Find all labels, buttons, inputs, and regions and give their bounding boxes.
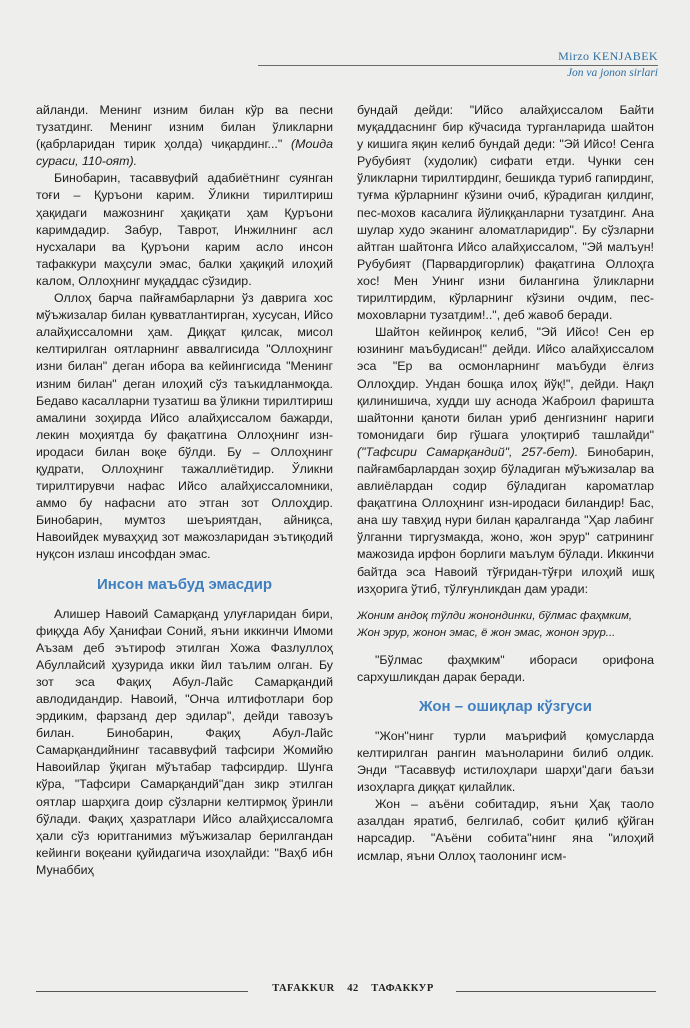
footer-rule-left [36,991,248,992]
footer-title-latin: TAFAKKUR [272,983,335,994]
left-paragraph-1-text: айланди. Менинг изним билан кўр ва песни тузатдинг. Менинг изним билан ўликларни (қабрларидан тирик ҳолда) чиқардинг..." [36,103,333,152]
right-column [357,102,654,865]
footer-title-cyrillic: ТАФАККУР [371,983,434,994]
left-column [36,102,333,879]
header-author: Mirzo KENJABEK [558,49,658,63]
header-rule [258,65,658,66]
left-paragraph-1-reference: (Моида сураси, 110-оят). [36,137,333,169]
left-paragraph-4: Алишер Навоий Самарқанд улуғларидан бири, фиқҳда Абу Ҳанифаи Соний, яъни иккинчи Имоми Аъзам деб эътироф этилган Хожа Фазлуллоҳ Абуллайсий ҳузурида икки йил таълим олган. Бу зот эса Фақиҳ Абул-Лайс Самарқандий авлодидандир. Навоий, "Онча илтифотлари бор эрдиким, фарзанд дер эдилар", дейди тавозуъ билан. Бинобарин, Фақиҳ Абул-Лайс Самарқандийнинг тасаввуфий тафсири Жомийю Навоийлар ўқиган мўътабар тафсирдир. Шунга кўра, "Тафсири Самарқандий"дан зикр этилган оятлар шарҳига доир сўзларни келтирмоқ ўринли бўлади. Фақиҳ ҳазратлари Ийсо алайҳиссаломга ҳали сўз юритганимиз мўъжизалар берилгандан кейинги воқеани қуйидагича изоҳлайди: "Ваҳб ибн Мунаббиҳ [36,606,333,877]
right-paragraph-4: "Жон"нинг турли маърифий қомусларда келтирилган рангин маъноларини билиб олдик. Энди "Тасаввуф истилоҳлари шарҳи"даги баъзи изоҳларга диққат қилайлик. [357,728,654,795]
left-paragraph-1 [36,102,333,170]
header-book-title: Jon va jonon sirlari [566,67,658,79]
right-paragraph-1: бундай дейди: "Ийсо алайҳиссалом Байти муқаддаснинг бир кўчасида турганларида шайтон у кишига яқин келиб бундай деди: "Эй Ийсо! Сенга Рубубият (худолик) сифати етди. Чунки сен ўликларни тирилтирдинг, бешикда туриб гапирдинг, туғма кўрларнинг кўзини очиб, кўрадиган қилдинг, пес-мохов касалига йўлиққанларни тузатдинг. Ана шулар худо эканинг аломатларидир". Бу сўзларни айтган шайтонга Ийсо алайҳиссалом, "Эй малъун! Рубубият (Парвардигорлик) фақатгина Оллоҳга хос! Мен Унинг изни билангина ўликларни тирилтирдим, кўрларнинг кўзини очдим, пес-моховларни тузатдим!..", деб жавоб беради. [357,103,654,323]
right-paragraph-2-reference: ("Тафсири Самарқандий", 257-бет). [357,444,579,459]
page-number: 42 [347,983,359,994]
right-paragraph-2-continuation: Бинобарин, пайғамбарлардан зоҳир бўладиган мўъжизалар ва авлиёлардан содир бўладиган кароматлар фақатгина Оллоҳнинг изн-иродаси билан​дир! Бас, ана шу тавҳид нури билан қаралганда "Ҳар лабинг ўлганни тиргузмакда, жоно, жон эрур" сатрининг мажозида ирфон борлиги маълум бўлади. Иккинчи байтда эса Навоий тўғридан-тўғри илоҳий ишқ изҳорига ўтиб, тўлғунликдан дам уради: [357,444,654,596]
section-heading-1: Инсон маъбуд эмасдир [96,575,273,593]
footer-center [256,983,450,994]
right-paragraph-5: Жон – аъёни собитадир, яъни Ҳақ таоло азалдан яратиб, белгилаб, собит қилиб қўйган нарсадир. "Аъёни собита"нинг яна "илоҳий исмлар, яъни Оллоҳ таолонинг исм- [357,797,654,863]
section-heading-2: Жон – ошиқлар кўзгуси [419,697,592,715]
verse-line-1: Жоним андоқ тўлди жонондинки, бўлмас фаҳмким, [357,609,633,622]
page-footer [36,983,656,999]
right-paragraph-2-text: Шайтон кейинроқ келиб, "Эй Ийсо! Сен ер юзининг маъбудисан!" дейди. Ийсо алайҳиссалом эса "Ер ва осмонларнинг маъбуди ёлғиз Оллоҳдир. Ундан бошқа илоҳ йўқ!", дейди. Нақл қилинишича, худди шу аснода Жаброил фаришта шайтонни қаноти билан уриб денгизнинг нариги томонидаги бир гўшага улоқтириб ташлайди" [357,325,654,442]
left-paragraph-2: Бинобарин, тасаввуфий адабиётнинг суянган тоғи – Қуръони карим. Ўликни тирилтириш ҳақидаги мажознинг ҳақиқати ҳам Қуръони каримдадир. Забур, Таврот, Инжилнинг асл нусхалари ва Қуръони карим асло инсон тафаккури маҳсули эмас, балки ҳақиқий илоҳий калом, Оллоҳнинг муқаддас сўзидир. [36,171,333,288]
running-header [258,49,658,80]
verse-line-2: Жон эрур, жонон эмас, ё жон эмас, жонон эрур... [357,626,616,639]
footer-rule-right [456,991,656,992]
verse-block [357,608,654,642]
right-paragraph-2 [357,324,654,598]
left-paragraph-3: Оллоҳ барча пайғамбарларни ўз даврига хос мўъжизалар билан қувватлантирган, хусусан, Ийсо алайҳиссаломни ҳам. Диққат қилсак, мисол келтирилган оятларнинг аввалгисида "Оллоҳнинг изни билан" деган ибора ва кейингисида "Менинг изним билан" деган илоҳий сўз таъкидланмоқда. Бедаво касалларни тузатиш ва ўликни тирилтириш амалини зоҳирда Ийсо алайҳиссалом бажарди, лекин моҳиятда бу фақатгина Оллоҳнинг изн-иродаси билан воқе бўлди. Бу – Оллоҳнинг қудрати, Оллоҳнинг тажаллиётидир. Ўликни тирилтирувчи нафас Ийсо алайҳиссаломники, аммо бу нафасни ато этган зот Оллоҳдир. Бинобарин, мумтоз шеъриятдан, айниқса, Навоийдек муваҳҳид зот мажозларидан эътиқодий нуқсон излаш инсофдан эмас. [36,291,333,562]
right-paragraph-3: "Бўлмас фаҳмким" ибораси орифона сархушликдан дарак беради. [357,652,654,684]
